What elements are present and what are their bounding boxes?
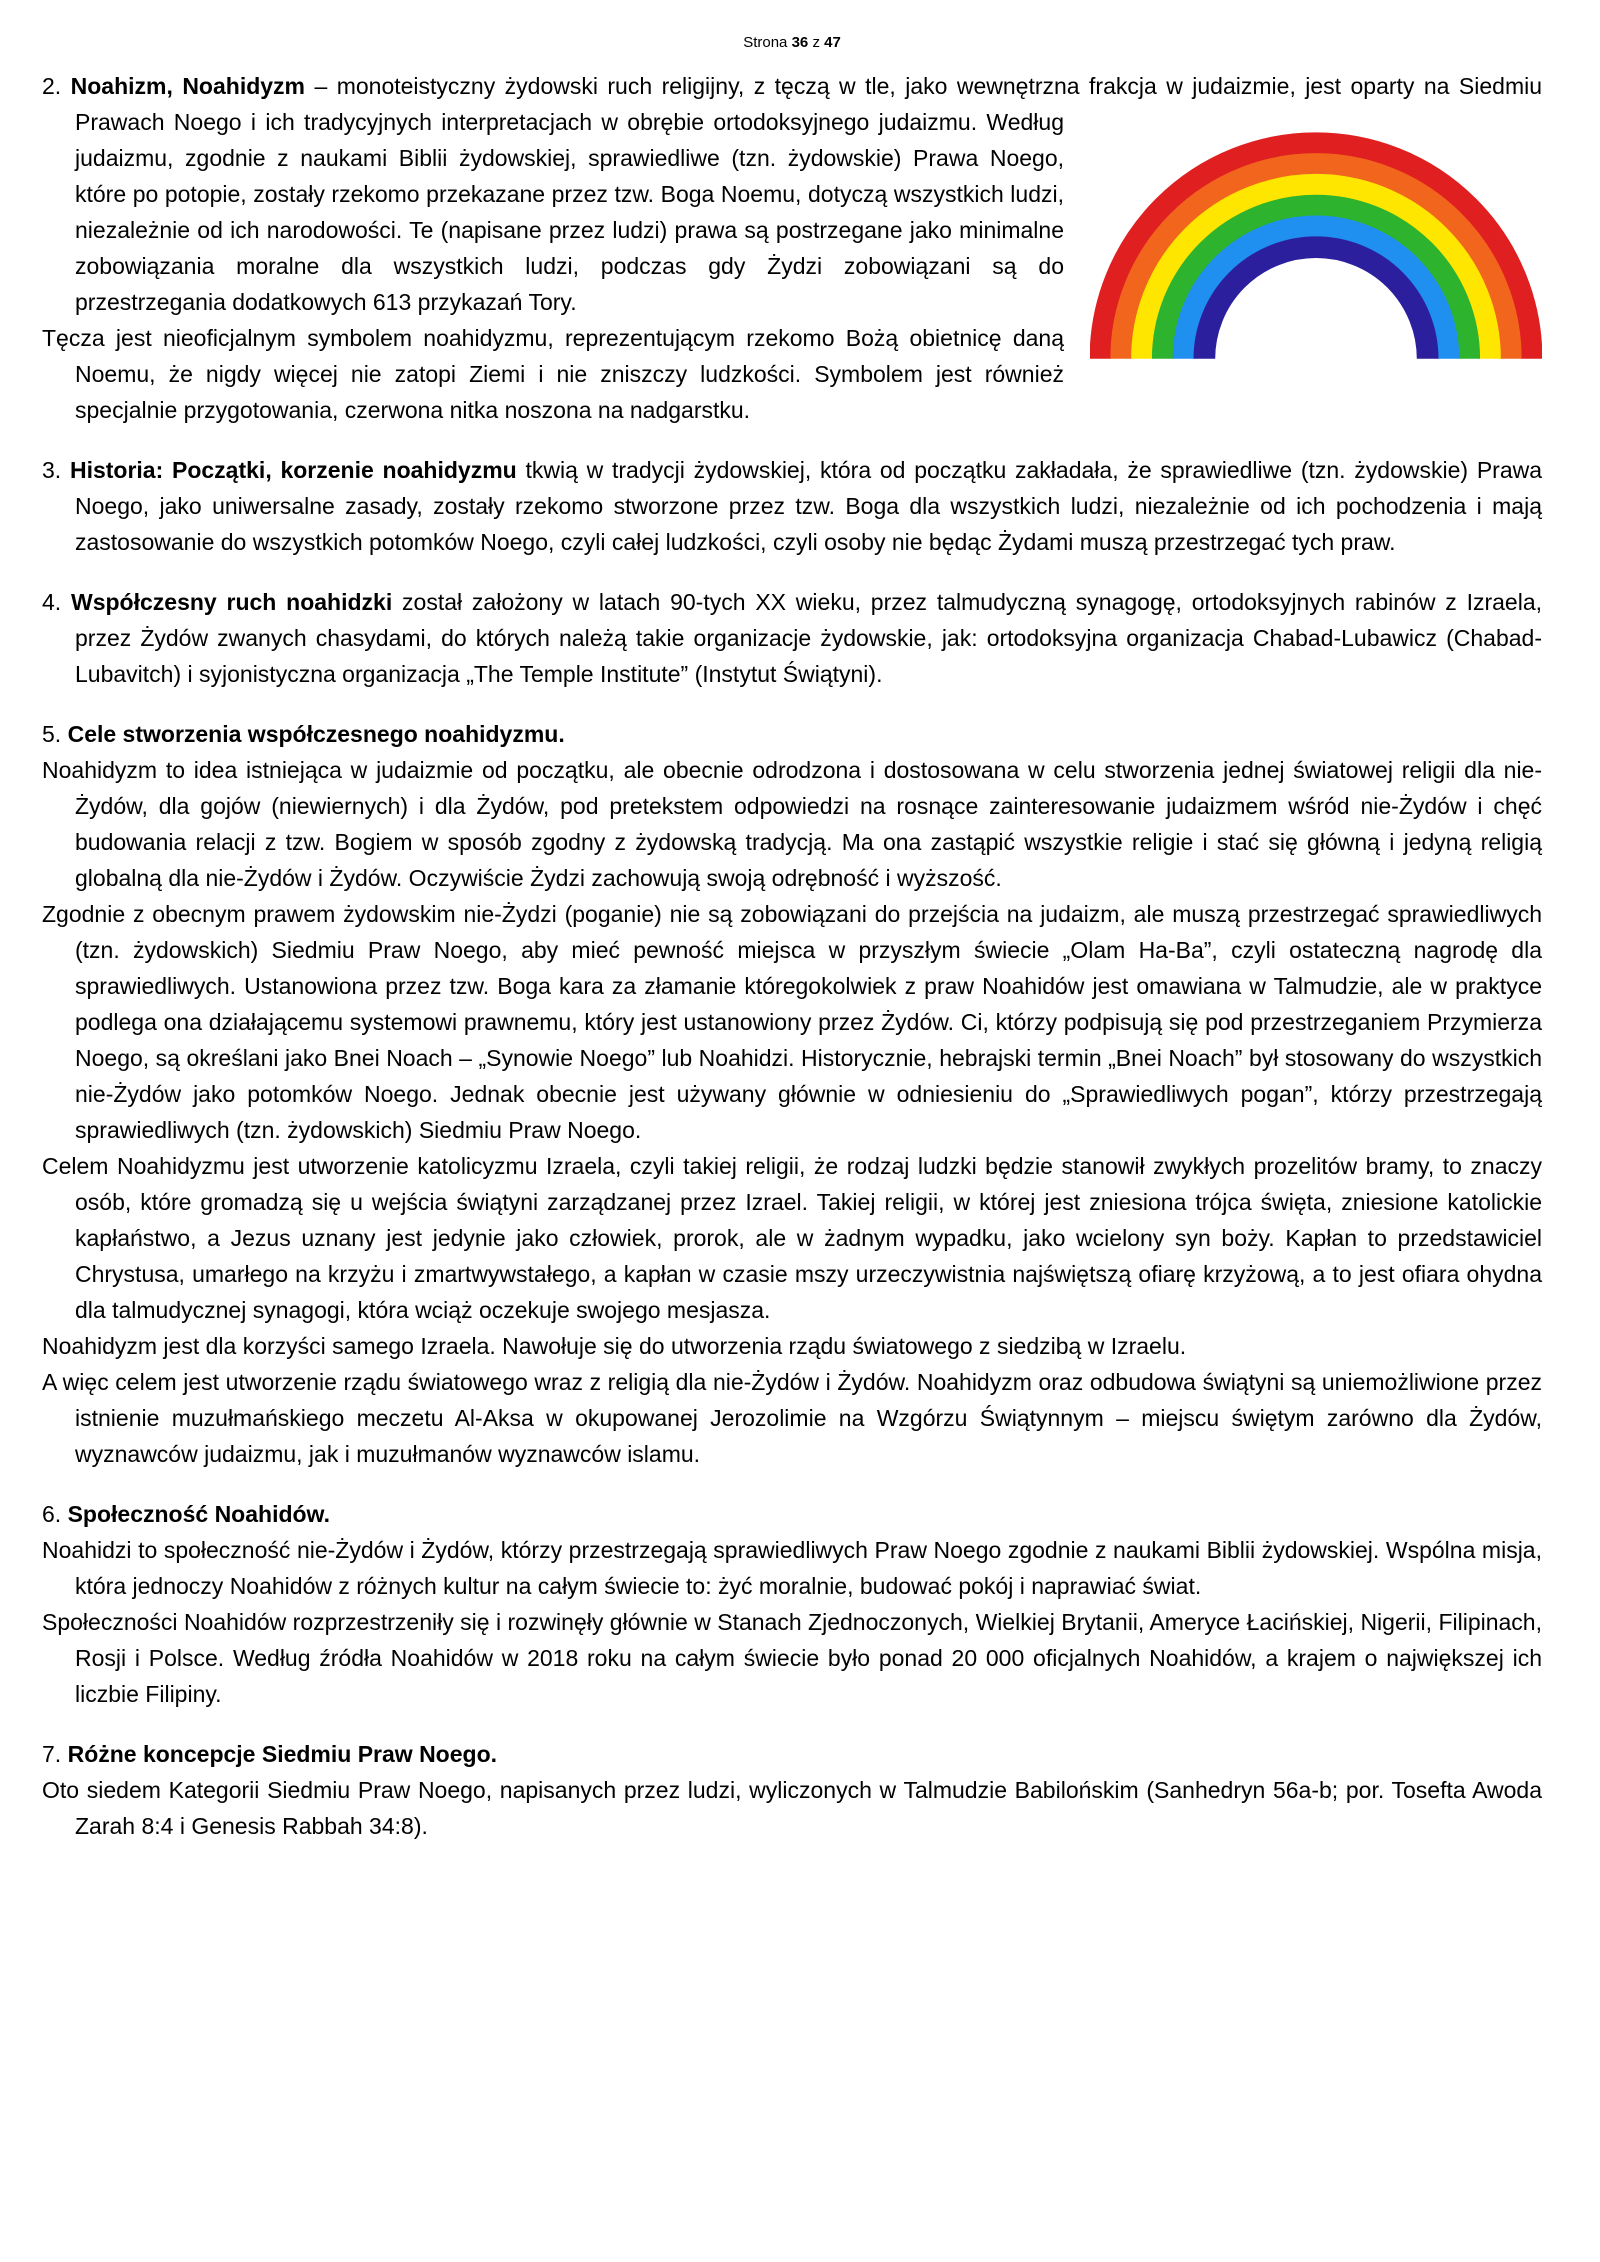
item-2-text-lead: monoteistyczny żydowski ruch religijny, z tęczą w tle, jako wewnętrzna frakcja w judaizmie, jest oparty na Siedmiu Prawach Noego i ich tradycyjnych interpretacjach w obrębie ortodoksyjnego [75,73,1543,135]
item-2-title: Noahizm, Noahidyzm [70,73,305,99]
item-6-number: 6. [42,1501,62,1527]
page-total: 47 [824,34,841,51]
item-5-title: Cele stworzenia współczesnego noahidyzmu. [67,721,565,747]
list-item-7-heading [42,1736,1542,1772]
item-7-title: Różne koncepcje Siedmiu Praw Noego. [67,1741,498,1767]
item-3-number: 3. [42,457,62,483]
page-header-of: z [812,34,820,51]
item-5-paragraph-2: Zgodnie z obecnym prawem żydowskim nie-Żydzi (poganie) nie są zobowiązani do przejścia na judaizm, ale muszą przestrzegać sprawiedliwych (tzn. żydowskich) Siedmiu Praw Noego, aby mieć pewność miejsca w przyszłym świecie „Olam Ha-Ba”, czyli ostateczną nagrodę dla sprawiedliwych. Ustanowiona przez tzw. Boga kara za złamanie któregokolwiek z praw Noahidów jest omawiana w Talmudzie, ale w praktyce podlega ona działającemu systemowi prawnemu, który jest ustanowiony przez Żydów. Ci, którzy podpisują się pod przestrzeganiem Przymierza Noego, są określani jako Bnei Noach – „Synowie Noego” lub Noahidzi. Historycznie, hebrajski termin „Bnei Noach” był stosowany do wszystkich nie-Żydów jako potomków Noego. Jednak obecnie jest używany głównie w odniesieniu do „Sprawiedliwych pogan”, którzy przestrzegają sprawiedliwych (tzn. żydowskich) Siedmiu Praw Noego. [42,901,1542,1143]
rainbow-icon [1090,110,1542,359]
item-7-paragraph-1: Oto siedem Kategorii Siedmiu Praw Noego, napisanych przez ludzi, wyliczonych w Talmudzie Babilońskim (Sanhedryn 56a-b; por. Tosefta Awoda Zarah 8:4 i Genesis Rabbah 34:8). [42,1777,1542,1839]
item-5-paragraph-1: Noahidyzm to idea istniejąca w judaizmie od początku, ale obecnie odrodzona i dostosowana w celu stworzenia jednej światowej religii dla nie-Żydów, dla gojów (niewiernych) i dla Żydów, pod pretekstem odpowiedzi na rosnące zainteresowanie judaizmem wśród nie-Żydów i chęć budowania relacji z tzw. Bogiem w sposób zgodny z żydowską tradycją. Ma ona zastąpić wszystkie religie i stać się główną i jedyną religią globalną dla nie-Żydów i Żydów. Oczywiście Żydzi zachowują swoją odrębność i wyższość. [42,757,1542,891]
rainbow-image [1090,110,1542,359]
list-item-6-heading [42,1496,1542,1532]
item-5-paragraph-5: A więc celem jest utworzenie rządu światowego wraz z religią dla nie-Żydów i Żydów. Noahidyzm oraz odbudowa świątyni są uniemożliwione przez istnienie muzułmańskiego meczetu Al-Aksa w okupowanej Jerozolimie na Wzgórzu Świątynnym – miejscu świętym zarówno dla Żydów, wyznawców judaizmu, jak i muzułmanów wyznawców islamu. [42,1369,1542,1467]
list-item-4 [42,584,1542,692]
page-header-label: Strona [743,34,788,51]
paragraph-rainbow-symbol: Tęcza jest nieoficjalnym symbolem noahidyzmu, reprezentującym rzekomo Bożą obietnicę daną Noemu, że nigdy więcej nie zatopi Ziemi i nie zniszczy ludzkości. Symbolem jest również specjalnie przygotowania, czerwona nitka noszona na nadgarstku. [42,325,1064,423]
item-5-paragraph-4: Noahidyzm jest dla korzyści samego Izraela. Nawołuje się do utworzenia rządu światowego z siedzibą w Izraelu. [42,1333,1187,1359]
item-5-paragraph-3: Celem Noahidyzmu jest utworzenie katolicyzmu Izraela, czyli takiej religii, że rodzaj ludzki będzie stanowił zwykłych prozelitów bramy, to znaczy osób, które gromadzą się u wejścia świątyni zarządzanej przez Izrael. Takiej religii, w której jest zniesiona trójca święta, zniesione katolickie kapłaństwo, a Jezus uznany jest jedynie jako człowiek, prorok, ale w żadnym wypadku, jako wcielony syn boży. Kapłan to przedstawiciel Chrystusa, umarłego na krzyżu i zmartwywstałego, a kapłan w czasie mszy urzeczywistnia najświętszą ofiarę krzyżową, a to jest ofiara ohydna dla talmudycznej synagogi, która wciąż oczekuje swojego mesjasza. [42,1153,1542,1323]
list-item-2 [42,68,1542,320]
item-6-paragraph-2: Społeczności Noahidów rozprzestrzeniły się i rozwinęły głównie w Stanach Zjednoczonych, Wielkiej Brytanii, Ameryce Łacińskiej, Nigerii, Filipinach, Rosji i Polsce. Według źródła Noahidów w 2018 roku na całym świecie było ponad 20 000 oficjalnych Noahidów, a krajem o największej ich liczbie Filipiny. [42,1609,1542,1707]
item-2-text-rest: judaizmu. Według judaizmu, zgodnie z naukami Biblii żydowskiej, sprawiedliwe (tzn. żydowskie) Prawa Noego, które po potopie, zostały rzekomo przekazane przez tzw. Boga Noemu, dotyczą wszystkich ludzi, niezależnie od ich narodowości. Te (napisane przez ludzi) prawa są postrzegane jako minimalne zobowiązania moralne dla wszystkich ludzi, podczas gdy Żydzi zobowiązani są do przestrzegania dodatkowych 613 przykazań Tory. [75,109,1064,315]
list-item-5-heading [42,716,1542,752]
item-3-text: tkwią w tradycji żydowskiej, która od początku zakładała, że sprawiedliwe (tzn. żydowskie) Prawa Noego, jako uniwersalne zasady, zostały rzekomo stworzone przez tzw. Boga dla wszystkich ludzi, niezależnie od ich pochodzenia i mają zastosowanie do wszystkich potomków Noego, czyli całej ludzkości, czyli osoby nie będąc Żydami muszą przestrzegać tych praw. [75,457,1543,555]
document-body [42,68,1542,1844]
item-3-title: Historia: Początki, korzenie noahidyzmu [69,457,517,483]
item-6-paragraph-1: Noahidzi to społeczność nie-Żydów i Żydów, którzy przestrzegają sprawiedliwych Praw Noego zgodnie z naukami Biblii żydowskiej. Wspólna misja, która jednoczy Noahidów z różnych kultur na całym świecie to: żyć moralnie, budować pokój i naprawiać świat. [42,1537,1542,1599]
item-5-number: 5. [42,721,62,747]
item-6-title: Społeczność Noahidów. [67,1501,330,1527]
item-4-text: został założony w latach 90-tych XX wieku, przez talmudyczną synagogę, ortodoksyjnych rabinów z Izraela, przez Żydów zwanych chasydami, do których należą takie organizacje żydowskie, jak: ortodoksyjna organizacja Chabad-Lubawicz (Chabad-Lubavitch) i syjonistyczna organizacja „The Temple Institute” (Instytut Świątyni). [75,589,1543,687]
item-4-title: Współczesny ruch noahidzki [71,589,393,615]
item-4-number: 4. [42,589,62,615]
page-number: 36 [791,34,809,51]
item-2-dash: – [314,73,328,99]
list-item-3 [42,452,1542,560]
page-header [42,34,1542,52]
item-7-number: 7. [42,1741,62,1767]
item-2-number: 2. [42,73,62,99]
